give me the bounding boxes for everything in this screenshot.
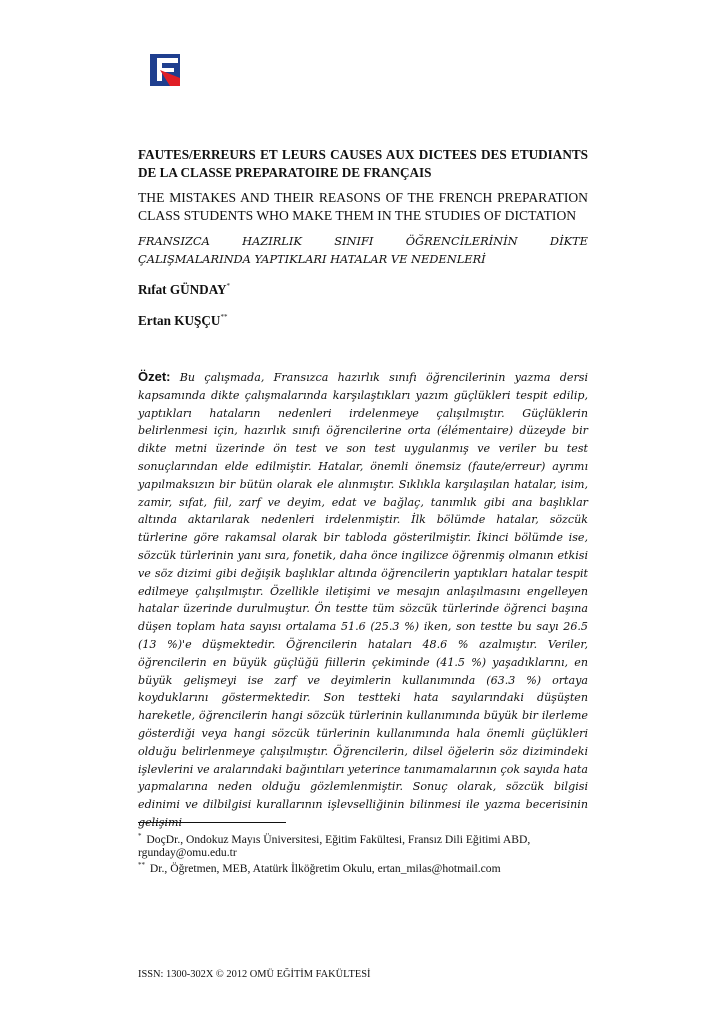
footnote-mark: * bbox=[138, 832, 142, 840]
author-2 bbox=[138, 308, 588, 330]
article-header bbox=[138, 146, 588, 832]
footnote-divider bbox=[138, 822, 286, 823]
title-turkish: FRANSIZCA HAZIRLIK SINIFI ÖĞRENCİLERİNİN DİKTE ÇALIŞMALARINDA YAPTIKLARI HATALAR VE NEDENLERİ bbox=[138, 234, 588, 266]
footnote-1 bbox=[138, 830, 588, 859]
author-name: Ertan KUŞÇU bbox=[138, 313, 221, 328]
title-french: FAUTES/ERREURS ET LEURS CAUSES AUX DICTEES DES ETUDIANTS DE LA CLASSE PREPARATOIRE DE FRANÇAIS bbox=[138, 147, 588, 180]
author-name: Rıfat GÜNDAY bbox=[138, 282, 227, 297]
abstract-text: Bu çalışmada, Fransızca hazırlık sınıfı öğrencilerinin yazma dersi kapsamında dikte çalışmalarında karşılaştıkları yazım güçlükleri tespit edilip, yaptıkları hataların nedenleri irdelenmeye çalışılmıştır. Güçlüklerin belirlenmesi için, hazırlık sınıfı öğrencilerine orta (élémentaire) düzeyde bir dikte metni üzerinde ön test ve son test uygulanmış ve veriler bu test sonuçlarından elde edilmiştir. Hatalar, önemli önemsiz (faute/erreur) ayrımı yapılmaksızın bir bütün olarak ele alınmıştır. Sıklıkla karşılaşılan hatalar, isim, zamir, sıfat, fiil, zarf ve deyim, edat ve bağlaç, tanımlık gibi ana başlıklar altında aktarılarak nedenleri irdelenmiştir. İlk bölümde hatalar, sözcük türlerine göre rakamsal olarak bir tabloda gösterilmiştir. İkinci bölümde ise, sözcük türlerinin yanı sıra, fonetik, daha önce ingilizce öğrenmiş olmanın etkisi ve söz dizimi gibi değişik başlıklar altında öğrencilerin yaptıkları hatalar tespit edilmeye çalışılmıştır. Özellikle iletişimi ve mesajın anlaşılmasını engelleyen hatalar üzerinde durulmuştur. Ön testte tüm sözcük türlerinde öğrenci başına düşen toplam hata sayısı ortalama 51.6 (25.3 %) iken, son testte bu sayı 26.5 (13 %)'e düşmektedir. Öğrencilerin hataları 48.6 % azalmıştır. Veriler, öğrencilerin en büyük güçlüğü fiillerin çekiminde (41.5 %) yaşadıklarını, en büyük gelişmeyi ise zarf ve deyimlerin kullanımında (63.3 %) ortaya koyduklarını göstermektedir. Son testteki hata sayılarındaki düşüşten hareketle, öğrencilerin hangi sözcük türlerinin kullanımında büyük bir ilerleme gösterdiği veya hangi sözcük türlerinin kullanımında hala önemli güçlükleri olduğu belirlenmeye çalışılmıştır. Öğrencilerin, dilsel öğelerin söz dizimindeki işlevlerini ve aralarındaki bağıntıları yeterince tanımamalarının çok sayıda hata yapmalarına neden olduğu gözlemlenmiştir. Sonuç olarak, sözcük bilgisi edinimi ve dilbilgisi kurallarının işlevselliğinin bilinmesi ile yazma becerisinin gelişimi bbox=[138, 371, 588, 829]
journal-logo bbox=[150, 54, 180, 86]
title-english: THE MISTAKES AND THEIR REASONS OF THE FRENCH PREPARATION CLASS STUDENTS WHO MAKE THEM IN THE STUDIES OF DICTATION bbox=[138, 190, 588, 223]
author-1 bbox=[138, 277, 588, 299]
footnote-2 bbox=[138, 859, 588, 875]
author-mark: ** bbox=[220, 313, 228, 321]
abstract bbox=[138, 368, 588, 832]
footnote-text: DoçDr., Ondokuz Mayıs Üniversitesi, Eğitim Fakültesi, Fransız Dili Eğitimi ABD, rgunday@omu.edu.tr bbox=[138, 833, 531, 859]
abstract-label: Özet: bbox=[138, 369, 171, 384]
issn-footer: ISSN: 1300-302X © 2012 OMÜ EĞİTİM FAKÜLTESİ bbox=[138, 969, 371, 980]
footnotes bbox=[138, 830, 588, 875]
footnote-text: Dr., Öğretmen, MEB, Atatürk İlköğretim Okulu, ertan_milas@hotmail.com bbox=[149, 862, 501, 875]
footnote-mark: ** bbox=[138, 861, 145, 869]
author-mark: * bbox=[226, 282, 231, 290]
